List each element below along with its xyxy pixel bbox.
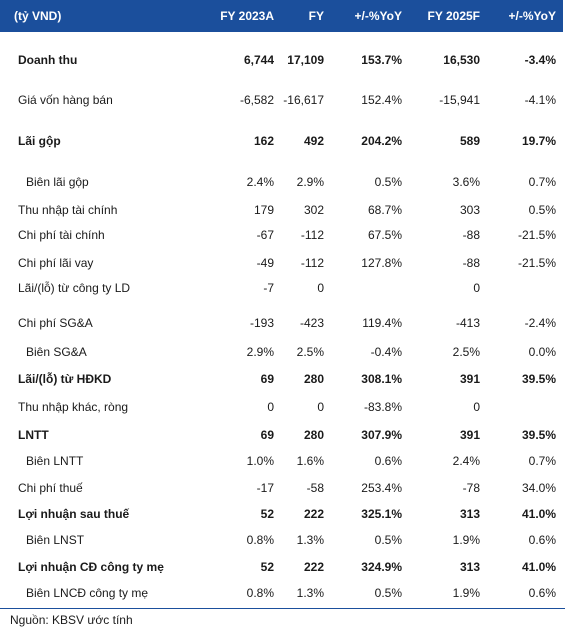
cell-value: -15,941 [439, 93, 480, 107]
cell-value: 0.7% [528, 454, 556, 468]
cell-value: 222 [303, 507, 324, 521]
cell-value: 204.2% [361, 134, 402, 148]
row-label: Biên SG&A [26, 345, 87, 359]
cell-value: 152.4% [361, 93, 402, 107]
table-header [0, 0, 563, 55]
cell-value: 0.8% [246, 533, 274, 547]
cell-value: 589 [459, 134, 480, 148]
cell-value: 69 [260, 372, 274, 386]
cell-value: 2.4% [246, 175, 274, 189]
cell-value: -413 [455, 316, 480, 330]
cell-value: -88 [462, 228, 480, 242]
cell-value: 0 [317, 400, 324, 414]
col-header-fy2023a: FY 2023A [220, 9, 274, 23]
row-label: Thu nhập khác, ròng [18, 400, 129, 414]
cell-value: 303 [459, 203, 480, 217]
row-label: Biên LNST [26, 533, 85, 547]
cell-value: -7 [263, 281, 274, 295]
cell-value: -6,582 [239, 93, 274, 107]
cell-value: 253.4% [361, 481, 402, 495]
cell-value: 0.5% [528, 203, 556, 217]
cell-value: 313 [459, 507, 480, 521]
cell-value: 280 [303, 372, 324, 386]
cell-value: 17,109 [287, 53, 324, 67]
cell-value: 41.0% [521, 560, 556, 574]
cell-value: -112 [300, 256, 324, 270]
cell-value: -16,617 [283, 93, 324, 107]
cell-value: 0.5% [374, 175, 402, 189]
cell-value: 162 [253, 134, 274, 148]
cell-value: 0.5% [374, 586, 402, 600]
row-label: Chi phí SG&A [18, 316, 93, 330]
cell-value: -112 [300, 228, 324, 242]
cell-value: 1.0% [246, 454, 274, 468]
unit-label: (tỷ VND) [14, 9, 62, 23]
cell-value: 0 [317, 281, 324, 295]
cell-value: 41.0% [521, 507, 556, 521]
cell-value: -17 [256, 481, 274, 495]
cell-value: 2.4% [452, 454, 480, 468]
cell-value: 492 [303, 134, 324, 148]
table-bottom-rule [0, 608, 565, 609]
source-note: Nguồn: KBSV ước tính [10, 613, 133, 627]
cell-value: 0.7% [528, 175, 556, 189]
cell-value: 1.9% [452, 586, 480, 600]
cell-value: 0.8% [246, 586, 274, 600]
row-label: Thu nhập tài chính [18, 203, 118, 217]
cell-value: 222 [303, 560, 324, 574]
row-label: Giá vốn hàng bán [18, 93, 113, 107]
cell-value: 39.5% [521, 372, 556, 386]
cell-value: -423 [299, 316, 324, 330]
cell-value: 2.5% [452, 345, 480, 359]
cell-value: 1.9% [452, 533, 480, 547]
row-label: Doanh thu [18, 53, 78, 67]
row-label: Lợi nhuận CĐ công ty mẹ [18, 560, 164, 574]
cell-value: -78 [462, 481, 480, 495]
cell-value: 0 [473, 400, 480, 414]
cell-value: 302 [303, 203, 324, 217]
cell-value: 6,744 [243, 53, 274, 67]
cell-value: 307.9% [361, 428, 402, 442]
cell-value: -88 [462, 256, 480, 270]
cell-value: 52 [260, 560, 274, 574]
row-label: Lãi gộp [18, 134, 61, 148]
cell-value [486, 278, 556, 298]
cell-value: 0.5% [374, 533, 402, 547]
cell-value: 68.7% [367, 203, 402, 217]
cell-value: 0.0% [528, 345, 556, 359]
cell-value: 3.6% [452, 175, 480, 189]
cell-value: 179 [253, 203, 274, 217]
cell-value: 69 [260, 428, 274, 442]
cell-value: 34.0% [521, 481, 556, 495]
row-label: Lãi/(lỗ) từ công ty LD [18, 281, 131, 295]
cell-value: 2.5% [296, 345, 324, 359]
cell-value: 325.1% [361, 507, 402, 521]
row-label: Chi phí lãi vay [18, 256, 94, 270]
col-header-yoy-2024: +/-%YoY [354, 9, 402, 23]
cell-value: 391 [459, 428, 480, 442]
cell-value: 119.4% [362, 316, 402, 330]
cell-value: 52 [260, 507, 274, 521]
cell-value: -21.5% [517, 228, 556, 242]
cell-value: 1.3% [296, 586, 324, 600]
cell-value: -0.4% [370, 345, 402, 359]
col-header-yoy-2025: +/-%YoY [508, 9, 556, 23]
cell-value: 280 [303, 428, 324, 442]
cell-value [486, 397, 556, 417]
cell-value: 2.9% [246, 345, 274, 359]
cell-value: 0.6% [374, 454, 402, 468]
cell-value: -3.4% [524, 53, 556, 67]
col-header-fy2025f: FY 2025F [427, 9, 480, 23]
row-label: LNTT [18, 428, 49, 442]
cell-value: 313 [459, 560, 480, 574]
cell-value: -4.1% [524, 93, 556, 107]
cell-value: 153.7% [361, 53, 402, 67]
cell-value: 324.9% [361, 560, 402, 574]
cell-value [330, 278, 402, 298]
cell-value: 39.5% [521, 428, 556, 442]
col-header-fy2024f: FY 2024F [289, 9, 324, 55]
cell-value: -83.8% [363, 400, 402, 414]
cell-value: 0.6% [528, 586, 556, 600]
cell-value: -49 [256, 256, 274, 270]
row-label: Biên lãi gộp [26, 175, 89, 189]
row-label: Chi phí thuế [18, 481, 83, 495]
cell-value: -21.5% [517, 256, 556, 270]
cell-value: 1.6% [296, 454, 324, 468]
cell-value: 0.6% [528, 533, 556, 547]
cell-value: 1.3% [296, 533, 324, 547]
cell-value: 2.9% [296, 175, 324, 189]
row-label: Biên LNCĐ công ty mẹ [26, 586, 149, 600]
cell-value: 0 [473, 281, 480, 295]
cell-value: -193 [249, 316, 274, 330]
cell-value: 67.5% [367, 228, 402, 242]
cell-value: 19.7% [521, 134, 556, 148]
cell-value: -67 [256, 228, 274, 242]
cell-value: 308.1% [361, 372, 402, 386]
cell-value: 0 [267, 400, 274, 414]
cell-value: 127.8% [361, 256, 402, 270]
row-label: Biên LNTT [26, 454, 84, 468]
cell-value: -58 [306, 481, 324, 495]
cell-value: 16,530 [443, 53, 480, 67]
row-label: Chi phí tài chính [18, 228, 105, 242]
row-label: Lãi/(lỗ) từ HĐKD [18, 372, 112, 386]
cell-value: 391 [459, 372, 480, 386]
cell-value: -2.4% [524, 316, 556, 330]
row-label: Lợi nhuận sau thuế [18, 507, 130, 521]
